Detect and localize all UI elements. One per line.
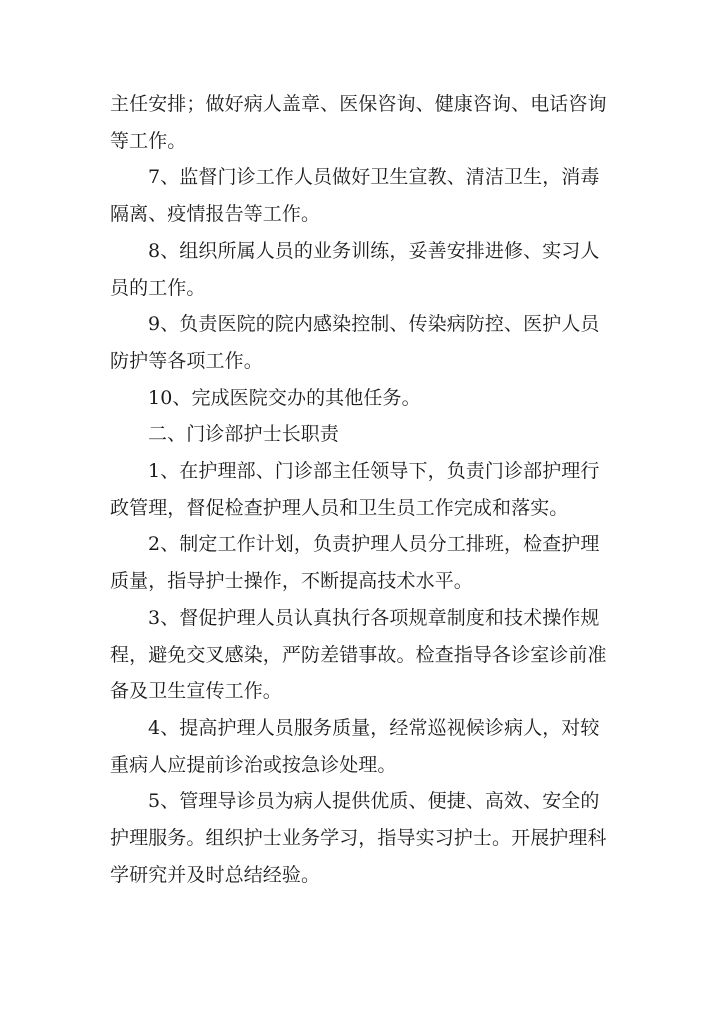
paragraph-duty-2: 2、制定工作计划，负责护理人员分工排班，检查护理质量，指导护士操作，不断提高技术水平。 [110, 533, 600, 593]
paragraph-item-7: 7、监督门诊工作人员做好卫生宣教、清洁卫生，消毒隔离、疫情报告等工作。 [110, 166, 600, 226]
paragraph-duty-3: 3、督促护理人员认真执行各项规章制度和技术操作规程，避免交叉感染，严防差错事故。检查指导各诊室诊前准备及卫生宣传工作。 [110, 606, 607, 703]
section-heading-head-nurse-duties: 二、门诊部护士长职责 [148, 423, 340, 446]
paragraph-duty-4: 4、提高护理人员服务质量，经常巡视候诊病人，对较重病人应提前诊治或按急诊处理。 [110, 716, 600, 776]
paragraph-duty-5: 5、管理导诊员为病人提供优质、便捷、高效、安全的护理服务。组织护士业务学习，指导实习护士。开展护理科学研究并及时总结经验。 [110, 790, 607, 886]
document-body [110, 86, 612, 893]
paragraph-item-8: 8、组织所属人员的业务训练，妥善安排进修、实习人员的工作。 [110, 239, 600, 299]
paragraph-continued: 主任安排；做好病人盖章、医保咨询、健康咨询、电话咨询等工作。 [110, 93, 607, 152]
paragraph-duty-1: 1、在护理部、门诊部主任领导下，负责门诊部护理行政管理，督促检查护理人员和卫生员工作完成和落实。 [110, 460, 600, 519]
paragraph-item-10: 10、完成医院交办的其他任务。 [148, 386, 421, 409]
paragraph-item-9: 9、负责医院的院内感染控制、传染病防控、医护人员防护等各项工作。 [110, 313, 600, 372]
